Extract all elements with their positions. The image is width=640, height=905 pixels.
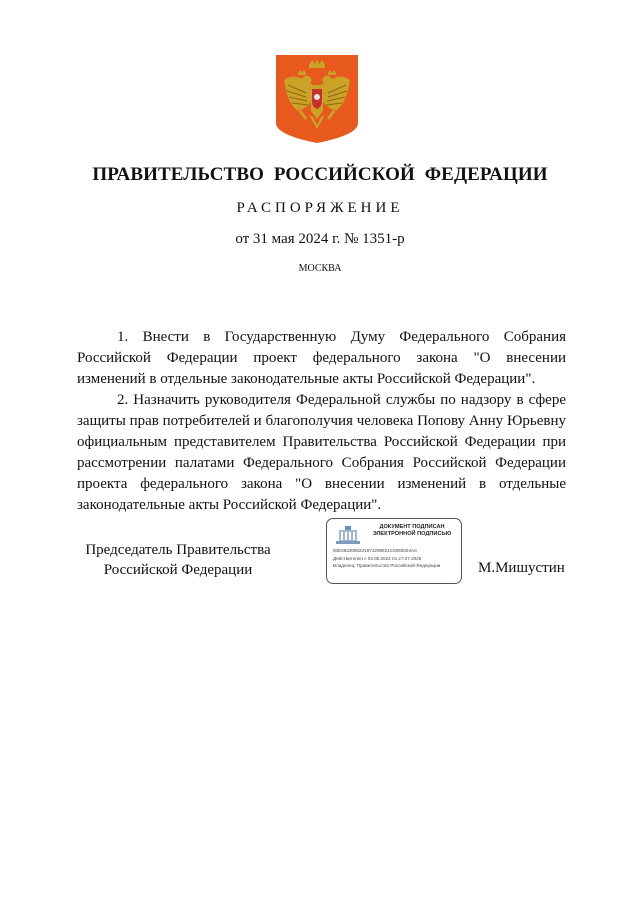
paragraph-2: 2. Назначить руководителя Федеральной службы по надзору в сфере защиты прав потребителей и благополучия человека Попову Анну Юрьевну официальным представителем Правительства Российской Федерации при рассмотрении палатами Федерального Собрания Российской Федерации проекта федерального закона "О внесении изменений в отдельные законодательные акты Российской Федерации". [77,392,566,513]
signer-position-line1: Председатель Правительства [85,542,271,558]
stamp-heading-line2: ЭЛЕКТРОННОЙ ПОДПИСЬЮ [372,531,452,537]
russian-coat-of-arms-icon [276,55,358,143]
signer-position-line2: Российской Федерации [103,562,253,578]
document-date-number: от 31 мая 2024 г. № 1351-р [235,231,405,247]
coat-of-arms-emblem [276,55,358,143]
document-type: РАСПОРЯЖЕНИЕ [236,200,404,216]
stamp-heading [365,524,459,538]
signer-name: М.Мишустин [478,560,565,576]
issuer-title: ПРАВИТЕЛЬСТВО РОССИЙСКОЙ ФЕДЕРАЦИИ [92,164,548,185]
stamp-owner: Владелец: Правительство Российской Федерации [333,563,441,568]
paragraph-1: 1. Внести в Государственную Думу Федерального Собрания Российской Федерации проект федерального закона "О внесении изменений в отдельные законодательные акты Российской Федерации". [77,329,566,387]
stamp-validity: Действителен с 03.05.2024 по 27.07.2025 [333,556,422,561]
document-city: МОСКВА [298,263,342,274]
stamp-certificate: 00E3632080221974298921C0060024AC [333,548,418,553]
electronic-signature-stamp [326,518,462,584]
document-body [77,327,566,516]
government-building-icon [336,525,360,545]
signer-position [76,540,280,580]
stamp-heading-line1: ДОКУМЕНТ ПОДПИСАН [379,524,445,530]
